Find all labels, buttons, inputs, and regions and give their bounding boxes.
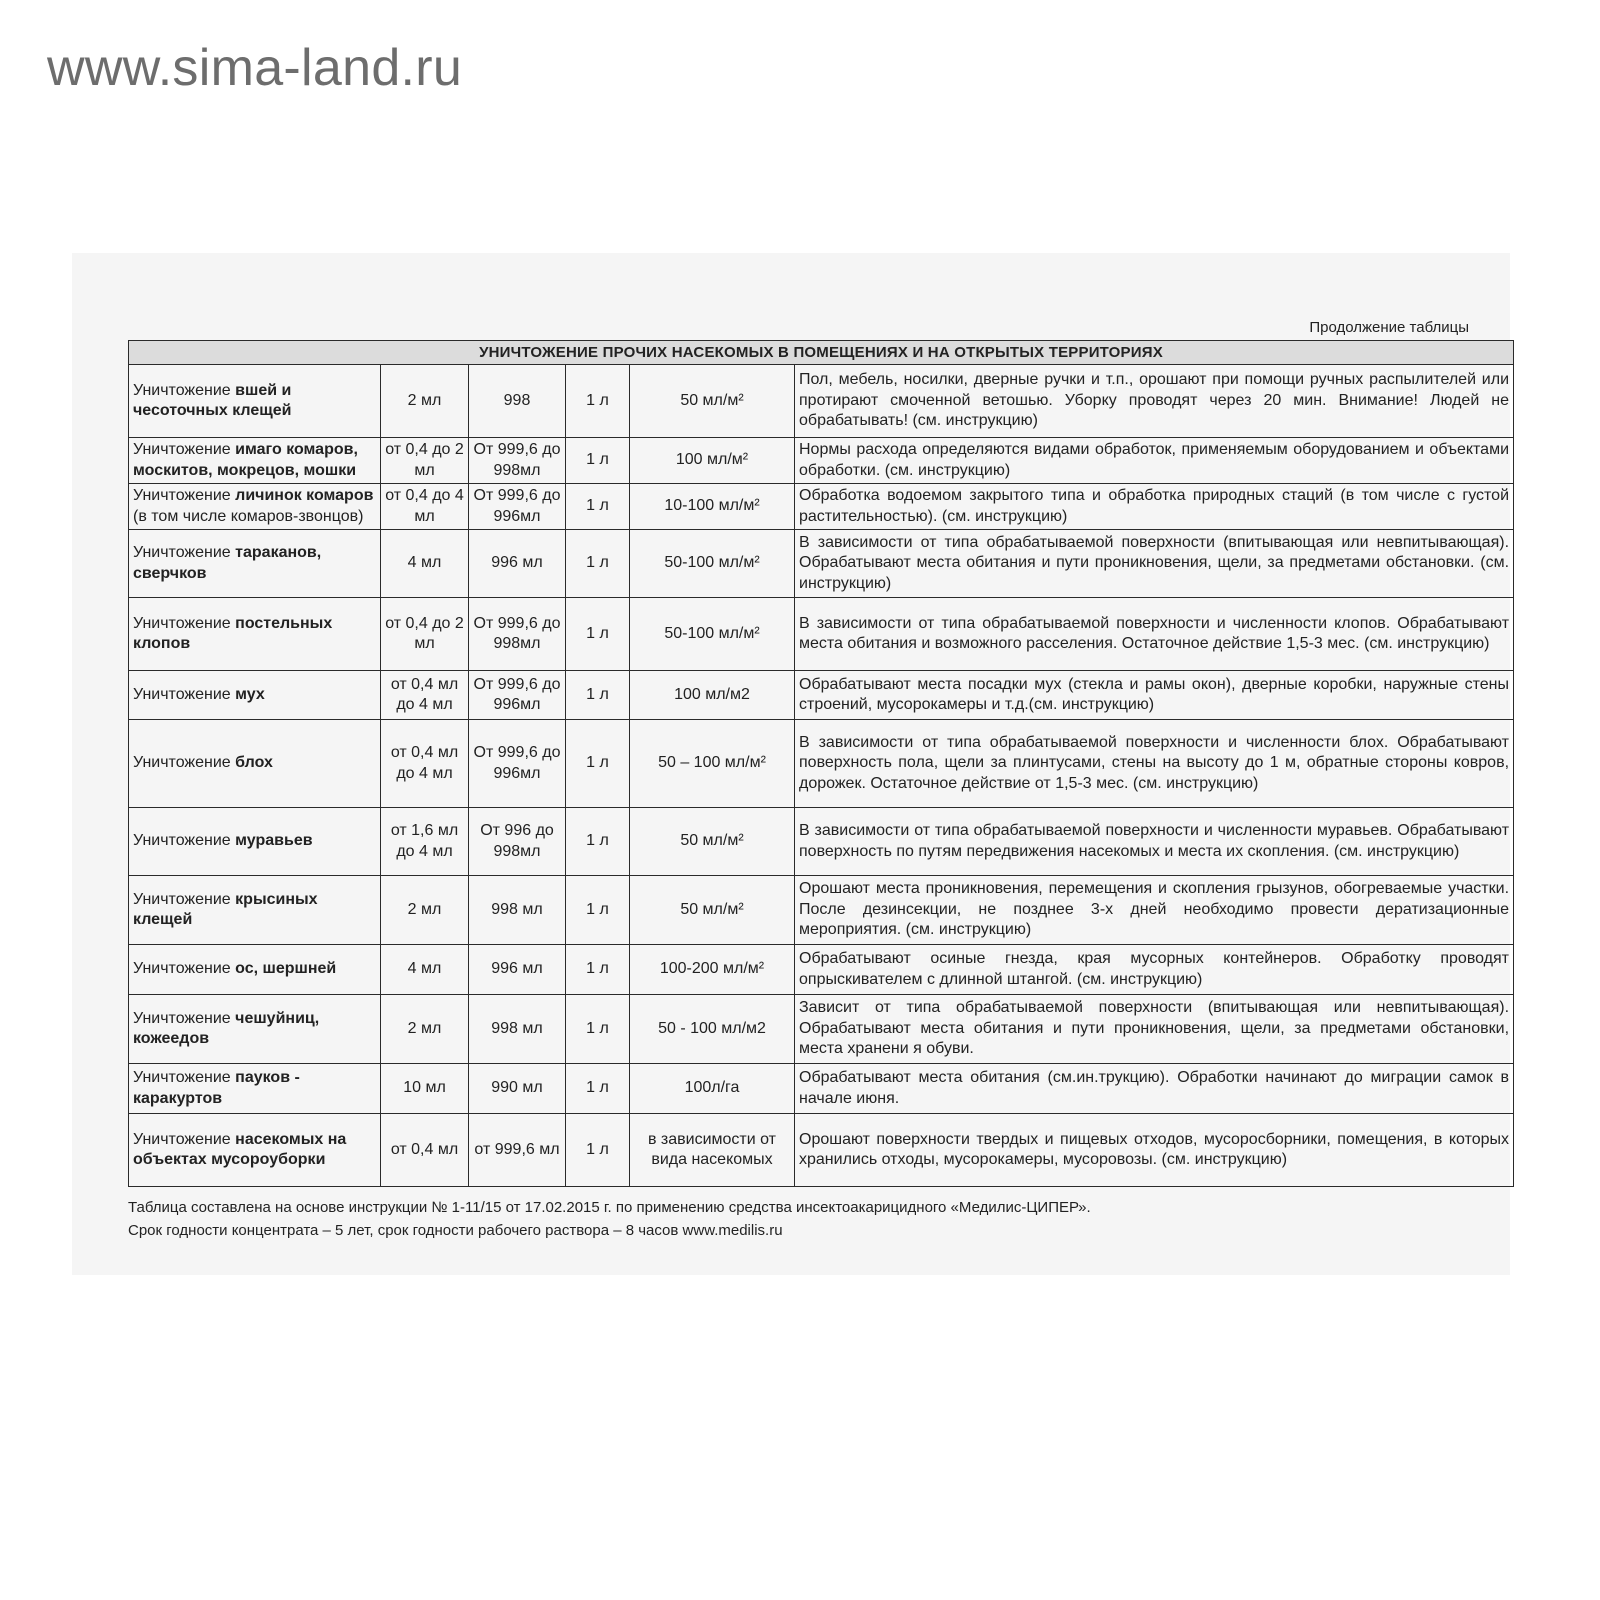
rate-cell: 100-200 мл/м² bbox=[630, 945, 795, 995]
pest-name-prefix: Уничтожение bbox=[133, 890, 231, 908]
footer-source-note: Таблица составлена на основе инструкции № 1-11/15 от 17.02.2015 г. по применению средства инсектоакарицидного «Медилис-ЦИПЕР». bbox=[128, 1199, 1091, 1216]
pest-name-bold: мух bbox=[235, 685, 265, 703]
footer-notes bbox=[128, 1197, 1428, 1242]
description-cell: Зависит от типа обрабатываемой поверхности (впитывающая или невпитывающая). Обрабатывают места обитания и пути проникновения, щели, за предметами обстановки, места хранени я обуви. bbox=[795, 995, 1514, 1064]
volume-cell: 1 л bbox=[566, 945, 630, 995]
concentrate-cell: 4 мл bbox=[381, 945, 469, 995]
volume-cell: 1 л bbox=[566, 720, 630, 808]
pest-name-bold: личинок комаров bbox=[235, 487, 374, 505]
water-cell: От 999,6 до 998мл bbox=[469, 598, 566, 671]
concentrate-cell: от 0,4 до 4 мл bbox=[381, 484, 469, 530]
site-watermark: www.sima-land.ru bbox=[47, 39, 463, 97]
pest-name-prefix: Уничтожение bbox=[133, 441, 231, 459]
concentrate-cell: 2 мл bbox=[381, 995, 469, 1064]
pest-name-cell bbox=[129, 995, 381, 1064]
volume-cell: 1 л bbox=[566, 438, 630, 484]
description-cell: Обрабатывают места посадки мух (стекла и рамы окон), дверные коробки, наружные стены строений, мусорокамеры и т.д.(см. инструкцию) bbox=[795, 671, 1514, 720]
table-row bbox=[129, 945, 1514, 995]
pest-name-cell bbox=[129, 438, 381, 484]
description-cell: Обрабатывают осиные гнезда, края мусорных контейнеров. Обработку проводят опрыскивателем с длинной штангой. (см. инструкцию) bbox=[795, 945, 1514, 995]
rate-cell: 50 мл/м² bbox=[630, 365, 795, 438]
description-cell: В зависимости от типа обрабатываемой поверхности и численности клопов. Обрабатывают места обитания и возможного расселения. Остаточное действие 1,5-3 мес. (см. инструкцию) bbox=[795, 598, 1514, 671]
water-cell: 998 мл bbox=[469, 995, 566, 1064]
pest-name-line2: сверчков bbox=[133, 564, 207, 582]
description-cell: Орошают места проникновения, перемещения и скопления грызунов, обогреваемые участки. После дезинсекции, не позднее 3-х дней необходимо провести дератизационные мероприятия. (см. инструкцию) bbox=[795, 876, 1514, 945]
rate-cell: 10-100 мл/м² bbox=[630, 484, 795, 530]
volume-cell: 1 л bbox=[566, 365, 630, 438]
table-caption: УНИЧТОЖЕНИЕ ПРОЧИХ НАСЕКОМЫХ В ПОМЕЩЕНИЯХ И НА ОТКРЫТЫХ ТЕРРИТОРИЯХ bbox=[129, 341, 1514, 365]
pest-name-cell bbox=[129, 808, 381, 876]
pest-name-line2: каракуртов bbox=[133, 1089, 223, 1107]
pest-name-bold: муравьев bbox=[235, 832, 313, 850]
water-cell: 990 мл bbox=[469, 1064, 566, 1114]
pest-name-cell bbox=[129, 598, 381, 671]
rate-cell: 100л/га bbox=[630, 1064, 795, 1114]
table-row bbox=[129, 876, 1514, 945]
volume-cell: 1 л bbox=[566, 530, 630, 598]
pest-name-bold: постельных bbox=[235, 614, 333, 632]
water-cell: От 999,6 до 996мл bbox=[469, 671, 566, 720]
volume-cell: 1 л bbox=[566, 598, 630, 671]
volume-cell: 1 л bbox=[566, 808, 630, 876]
pest-name-line2: москитов, мокрецов, мошки bbox=[133, 461, 357, 479]
pest-name-prefix: Уничтожение bbox=[133, 1130, 231, 1148]
pest-name-line2: кожеедов bbox=[133, 1030, 210, 1048]
rate-cell: 50 – 100 мл/м² bbox=[630, 720, 795, 808]
pest-name-prefix: Уничтожение bbox=[133, 381, 231, 399]
description-cell: Пол, мебель, носилки, дверные ручки и т.п., орошают при помощи ручных распылителей или протирают смоченной ветошью. Уборку проводят через 20 мин. Внимание! Людей не обрабатывать! (см. инструкцию) bbox=[795, 365, 1514, 438]
volume-cell: 1 л bbox=[566, 876, 630, 945]
concentrate-cell: 10 мл bbox=[381, 1064, 469, 1114]
description-cell: В зависимости от типа обрабатываемой поверхности и численности блох. Обрабатывают поверхность пола, щели за плинтусами, стены на высоту до 1 м, обратные стороны ковров, дорожек. Остаточное действие от 1,5-3 мес. (см. инструкцию) bbox=[795, 720, 1514, 808]
water-cell: 996 мл bbox=[469, 530, 566, 598]
footer-shelf-life-note: Срок годности концентрата – 5 лет, срок годности рабочего раствора – 8 часов www.medilis.ru bbox=[128, 1221, 783, 1239]
volume-cell: 1 л bbox=[566, 484, 630, 530]
pest-name-line2: (в том числе комаров-звонцов) bbox=[133, 507, 364, 525]
pest-name-bold: крысиных bbox=[235, 890, 318, 908]
pest-name-prefix: Уничтожение bbox=[133, 1009, 231, 1027]
table-row bbox=[129, 808, 1514, 876]
pest-name-bold: чешуйниц, bbox=[235, 1009, 320, 1027]
description-cell: Нормы расхода определяются видами обработок, применяемым оборудованием и объектами обработки. (см. инструкцию) bbox=[795, 438, 1514, 484]
document-sheet bbox=[72, 253, 1510, 1275]
concentrate-cell: от 0,4 до 2 мл bbox=[381, 438, 469, 484]
pest-name-cell bbox=[129, 530, 381, 598]
table-row bbox=[129, 598, 1514, 671]
pest-name-cell bbox=[129, 1114, 381, 1187]
pest-name-bold: пауков - bbox=[235, 1069, 300, 1087]
water-cell: 998 bbox=[469, 365, 566, 438]
pest-name-prefix: Уничтожение bbox=[133, 960, 231, 978]
concentrate-cell: от 0,4 до 2 мл bbox=[381, 598, 469, 671]
pest-name-cell bbox=[129, 365, 381, 438]
water-cell: от 999,6 мл bbox=[469, 1114, 566, 1187]
table-row bbox=[129, 1114, 1514, 1187]
concentrate-cell: от 0,4 мл до 4 мл bbox=[381, 720, 469, 808]
volume-cell: 1 л bbox=[566, 671, 630, 720]
pest-name-prefix: Уничтожение bbox=[133, 614, 231, 632]
volume-cell: 1 л bbox=[566, 1064, 630, 1114]
description-cell: Обработка водоемом закрытого типа и обработка природных стаций (в том числе с густой растительностью). (см. инструкцию) bbox=[795, 484, 1514, 530]
concentrate-cell: 2 мл bbox=[381, 876, 469, 945]
pest-name-line2: клещей bbox=[133, 911, 193, 929]
water-cell: 996 мл bbox=[469, 945, 566, 995]
water-cell: 998 мл bbox=[469, 876, 566, 945]
pest-name-bold: насекомых на bbox=[235, 1130, 347, 1148]
concentrate-cell: от 0,4 мл bbox=[381, 1114, 469, 1187]
rate-cell: 50-100 мл/м² bbox=[630, 530, 795, 598]
pest-name-line2: чесоточных клещей bbox=[133, 402, 292, 420]
table-row bbox=[129, 1064, 1514, 1114]
concentrate-cell: от 1,6 мл до 4 мл bbox=[381, 808, 469, 876]
water-cell: От 999,6 до 996мл bbox=[469, 484, 566, 530]
pest-name-bold: ос, шершней bbox=[235, 960, 337, 978]
pest-name-line2: клопов bbox=[133, 635, 191, 653]
pest-name-cell bbox=[129, 945, 381, 995]
pest-name-cell bbox=[129, 876, 381, 945]
continuation-note: Продолжение таблицы bbox=[1309, 319, 1469, 336]
concentrate-cell: 2 мл bbox=[381, 365, 469, 438]
description-cell: В зависимости от типа обрабатываемой поверхности (впитывающая или невпитывающая). Обрабатывают места обитания и пути проникновения, щели, за предметами обстановки. (см. инструкцию) bbox=[795, 530, 1514, 598]
rate-cell: 50 - 100 мл/м2 bbox=[630, 995, 795, 1064]
water-cell: От 996 до 998мл bbox=[469, 808, 566, 876]
pest-name-prefix: Уничтожение bbox=[133, 754, 231, 772]
pest-name-cell bbox=[129, 671, 381, 720]
concentrate-cell: от 0,4 мл до 4 мл bbox=[381, 671, 469, 720]
pest-name-bold: блох bbox=[235, 754, 273, 772]
table-row bbox=[129, 365, 1514, 438]
pest-name-cell bbox=[129, 1064, 381, 1114]
pest-name-cell bbox=[129, 720, 381, 808]
pest-name-cell bbox=[129, 484, 381, 530]
description-cell: В зависимости от типа обрабатываемой поверхности и численности муравьев. Обрабатывают поверхность по путям передвижения насекомых и места их скопления. (см. инструкцию) bbox=[795, 808, 1514, 876]
rate-cell: 100 мл/м² bbox=[630, 438, 795, 484]
description-cell: Обрабатывают места обитания (см.ин.трукцию). Обработки начинают до миграции самок в начале июня. bbox=[795, 1064, 1514, 1114]
pest-name-prefix: Уничтожение bbox=[133, 544, 231, 562]
pest-name-prefix: Уничтожение bbox=[133, 685, 231, 703]
water-cell: От 999,6 до 996мл bbox=[469, 720, 566, 808]
pest-name-line2: объектах мусороуборки bbox=[133, 1151, 326, 1169]
rate-cell: 50 мл/м² bbox=[630, 808, 795, 876]
rate-cell: в зависимости от вида насекомых bbox=[630, 1114, 795, 1187]
pest-name-bold: имаго комаров, bbox=[235, 441, 358, 459]
treatment-table bbox=[128, 340, 1514, 1187]
pest-name-prefix: Уничтожение bbox=[133, 487, 231, 505]
table-row bbox=[129, 671, 1514, 720]
pest-name-prefix: Уничтожение bbox=[133, 1069, 231, 1087]
rate-cell: 50 мл/м² bbox=[630, 876, 795, 945]
pest-name-bold: тараканов, bbox=[235, 544, 322, 562]
water-cell: От 999,6 до 998мл bbox=[469, 438, 566, 484]
table-row bbox=[129, 530, 1514, 598]
table-row bbox=[129, 438, 1514, 484]
table-row bbox=[129, 995, 1514, 1064]
rate-cell: 100 мл/м2 bbox=[630, 671, 795, 720]
rate-cell: 50-100 мл/м² bbox=[630, 598, 795, 671]
volume-cell: 1 л bbox=[566, 995, 630, 1064]
description-cell: Орошают поверхности твердых и пищевых отходов, мусоросборники, помещения, в которых хранились отходы, мусорокамеры, мусоровозы. (см. инструкцию) bbox=[795, 1114, 1514, 1187]
table-row bbox=[129, 720, 1514, 808]
pest-name-bold: вшей и bbox=[235, 381, 292, 399]
volume-cell: 1 л bbox=[566, 1114, 630, 1187]
pest-name-prefix: Уничтожение bbox=[133, 832, 231, 850]
table-row bbox=[129, 484, 1514, 530]
concentrate-cell: 4 мл bbox=[381, 530, 469, 598]
